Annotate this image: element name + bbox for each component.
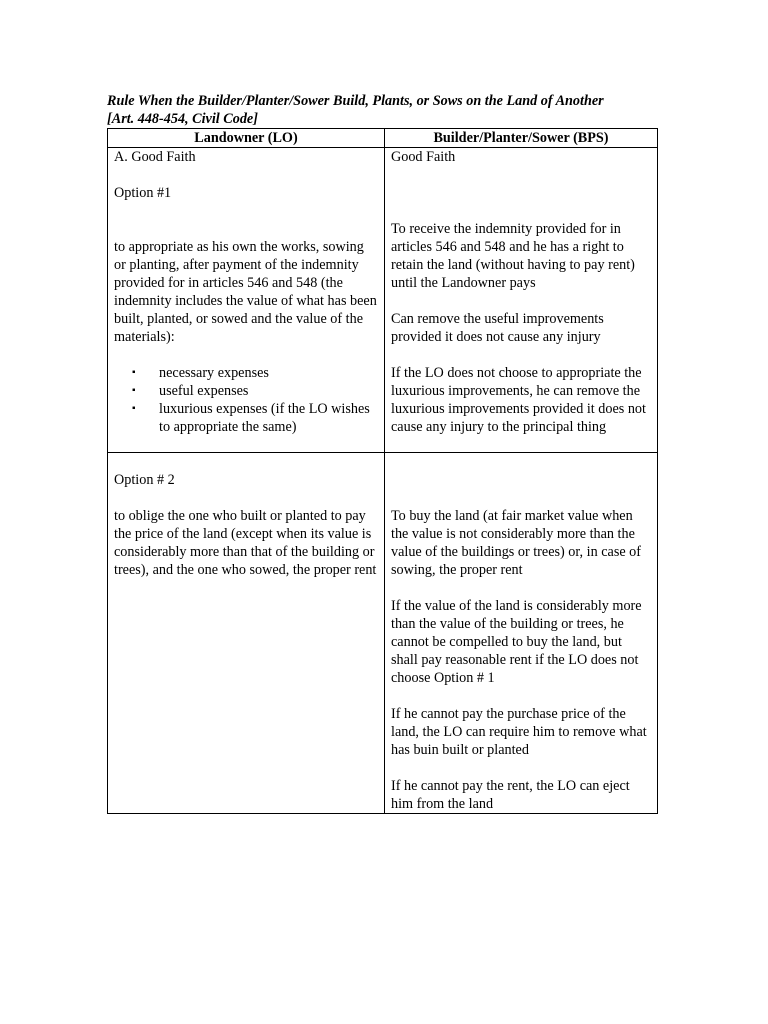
bps-reasonable-rent-text: If the value of the land is considerably more than the value of the building or trees, he cannot be compelled to buy the land, but shall pay reasonable rent if the LO does not choose Option # 1 bbox=[391, 598, 642, 686]
bps-good-faith-cell bbox=[385, 148, 658, 453]
table-row bbox=[108, 148, 658, 453]
lo-good-faith-cell bbox=[108, 148, 385, 453]
bps-option-2-cell bbox=[385, 453, 658, 814]
bps-luxurious-improvements-text: If the LO does not choose to appropriate the luxurious improvements, he can remove the luxurious improvements provided it does not cause any injury to the principal thing bbox=[391, 365, 646, 435]
lo-option-1-text: to appropriate as his own the works, sowing or planting, after payment of the indemnity provided for in articles 546 and 548 (the indemnity includes the value of what has been built, planted, or sowed and the value of the materials): bbox=[114, 239, 377, 345]
list-item-label: necessary expenses bbox=[159, 365, 269, 381]
bullet-icon: ▪ bbox=[132, 385, 136, 396]
list-item bbox=[114, 364, 378, 382]
bps-good-faith-heading: Good Faith bbox=[391, 149, 456, 165]
expense-list bbox=[114, 364, 378, 436]
table-row bbox=[108, 453, 658, 814]
table-header-row bbox=[108, 129, 658, 148]
lo-option-2-cell bbox=[108, 453, 385, 814]
document-page bbox=[107, 92, 657, 814]
rules-table bbox=[107, 128, 658, 814]
title-line-1: Rule When the Builder/Planter/Sower Build, Plants, or Sows on the Land of Another bbox=[107, 93, 604, 109]
bps-eject-text: If he cannot pay the rent, the LO can eject him from the land bbox=[391, 778, 630, 812]
list-item-label: useful expenses bbox=[159, 383, 249, 399]
bps-buy-land-text: To buy the land (at fair market value when the value is not considerably more than the value of the buildings or trees) or, in case of sowing, the proper rent bbox=[391, 508, 641, 578]
bullet-icon: ▪ bbox=[132, 367, 136, 378]
lo-option-2-label: Option # 2 bbox=[114, 472, 175, 488]
list-item bbox=[114, 400, 378, 436]
bullet-icon: ▪ bbox=[132, 403, 136, 414]
list-item bbox=[114, 382, 378, 400]
bps-indemnity-text: To receive the indemnity provided for in articles 546 and 548 and he has a right to retain the land (without having to pay rent) until the Landowner pays bbox=[391, 221, 635, 291]
lo-option-1-label: Option #1 bbox=[114, 185, 172, 201]
title-line-2: [Art. 448-454, Civil Code] bbox=[107, 111, 258, 127]
header-bps: Builder/Planter/Sower (BPS) bbox=[385, 129, 658, 148]
lo-good-faith-heading: A. Good Faith bbox=[114, 149, 196, 165]
bps-useful-improvements-text: Can remove the useful improvements provided it does not cause any injury bbox=[391, 311, 604, 345]
lo-option-2-text: to oblige the one who built or planted to pay the price of the land (except when its value is considerably more than that of the building or trees), and the one who sowed, the proper rent bbox=[114, 508, 377, 578]
header-landowner: Landowner (LO) bbox=[108, 129, 385, 148]
list-item-label: luxurious expenses (if the LO wishes to appropriate the same) bbox=[159, 401, 370, 435]
document-title bbox=[107, 92, 657, 128]
bps-remove-text: If he cannot pay the purchase price of the land, the LO can require him to remove what has buin built or planted bbox=[391, 706, 647, 758]
